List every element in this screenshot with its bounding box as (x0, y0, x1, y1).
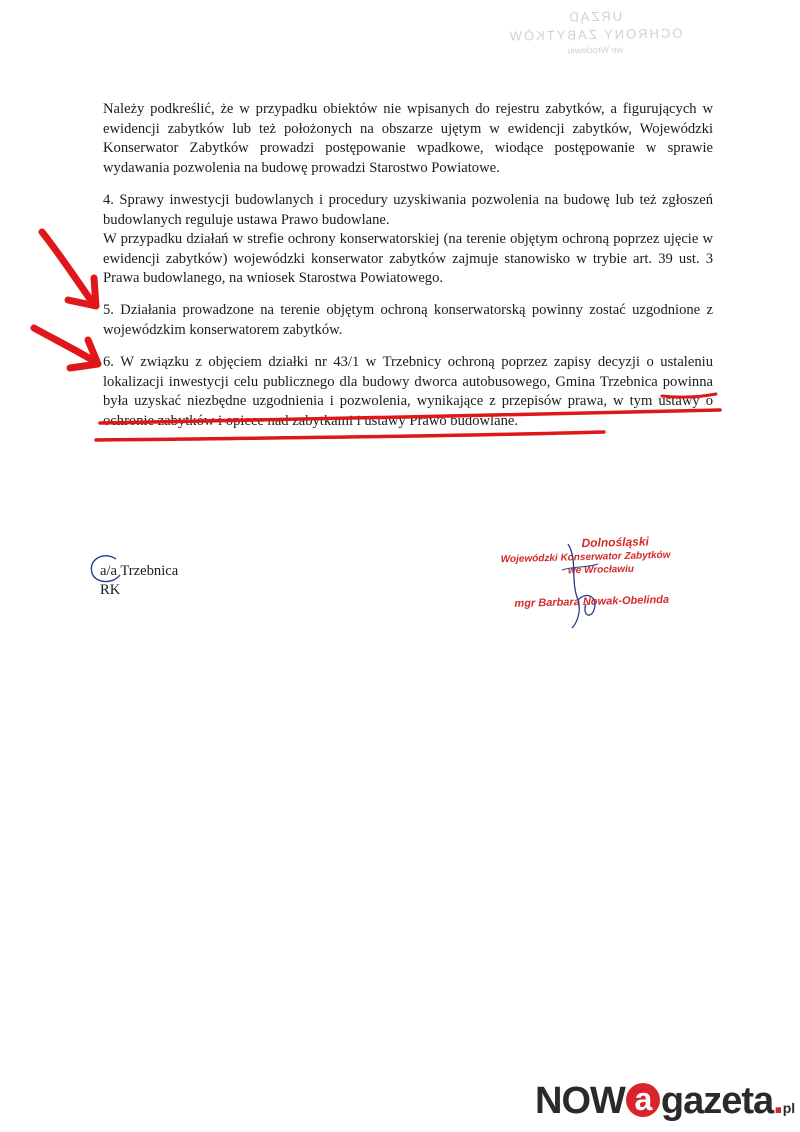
red-underline-3 (96, 432, 604, 440)
paragraph-section-6: 6. W związku z objęciem działki nr 43/1 w Trzebnicy ochroną poprzez zapisy decyzji o ustaleniu lokalizacji inwestycji celu publicznego dla budowy dworca autobusowego, Gmina Trzebnica powinna była uzyskać niezbędne uzgodnienia i pozwolenia, wynikające z przepisów prawa, w tym ustawy o ochronie zabytków i opiece nad zabytkami i ustawy Prawo budowlane. (103, 354, 713, 429)
logo-part-gazeta: gazeta (660, 1080, 774, 1122)
red-underline-1 (662, 394, 716, 397)
stamp-line-city: we Wrocławiu (567, 563, 635, 577)
logo-tld: pl (782, 1100, 796, 1116)
red-arrow-icon (42, 232, 96, 306)
red-arrow-icon (34, 328, 98, 368)
bleed-through-line3: we Wrocławiu (567, 44, 624, 56)
paragraph-section-5: 5. Działania prowadzone na terenie objętym ochroną konserwatorską powinny zostać uzgodnione z wojewódzkim konserwatorem zabytków. (103, 302, 713, 338)
footer-file-line: a/a Trzebnica (100, 563, 179, 579)
stamp-line-name: mgr Barbara Nowak-Obelinda (514, 593, 670, 610)
bleed-through-line2: OCHRONY ZABYTKÓW (507, 25, 683, 44)
stamp-line-office: Wojewódzki Konserwator Zabytków (500, 549, 671, 566)
red-underline-2 (100, 410, 720, 423)
newspaper-logo (535, 1078, 795, 1131)
paragraph-section-4-detail: W przypadku działań w strefie ochrony konserwatorskiej (na terenie objętym ochroną poprzez ujęcie w ewidencji zabytków) wojewódzki konserwator zabytków zajmuje stanowisko w trybie art. 39 ust. 3 Prawa budowlanego, na wniosek Starostwa Powiatowego. (103, 231, 713, 286)
footer-initials: RK (100, 582, 121, 598)
bleed-through-line1: URZĄD (567, 8, 623, 25)
logo-part-a: a (626, 1083, 660, 1117)
stamp-line-region: Dolnośląski (581, 534, 650, 551)
logo-part-now: NOW (535, 1080, 625, 1122)
paragraph-section-4-text: 4. Sprawy inwestycji budowlanych i procedury uzyskiwania pozwolenia na budowę lub też zgłoszeń budowlanych reguluje ustawa Prawo budowlane. (103, 192, 713, 228)
logo-dot: . (773, 1080, 783, 1122)
paragraph-intro: Należy podkreślić, że w przypadku obiektów nie wpisanych do rejestru zabytków, a figurujących w ewidencji zabytków lub też położonych na obszarze ujętym w ewidencji zabytków, Wojewódzki Konserwator Zabytków prowadzi postępowanie wpadkowe, wiodące postępowanie w sprawie wydawania pozwolenia na budowę prowadzi Starostwo Powiatowe. (103, 101, 713, 176)
